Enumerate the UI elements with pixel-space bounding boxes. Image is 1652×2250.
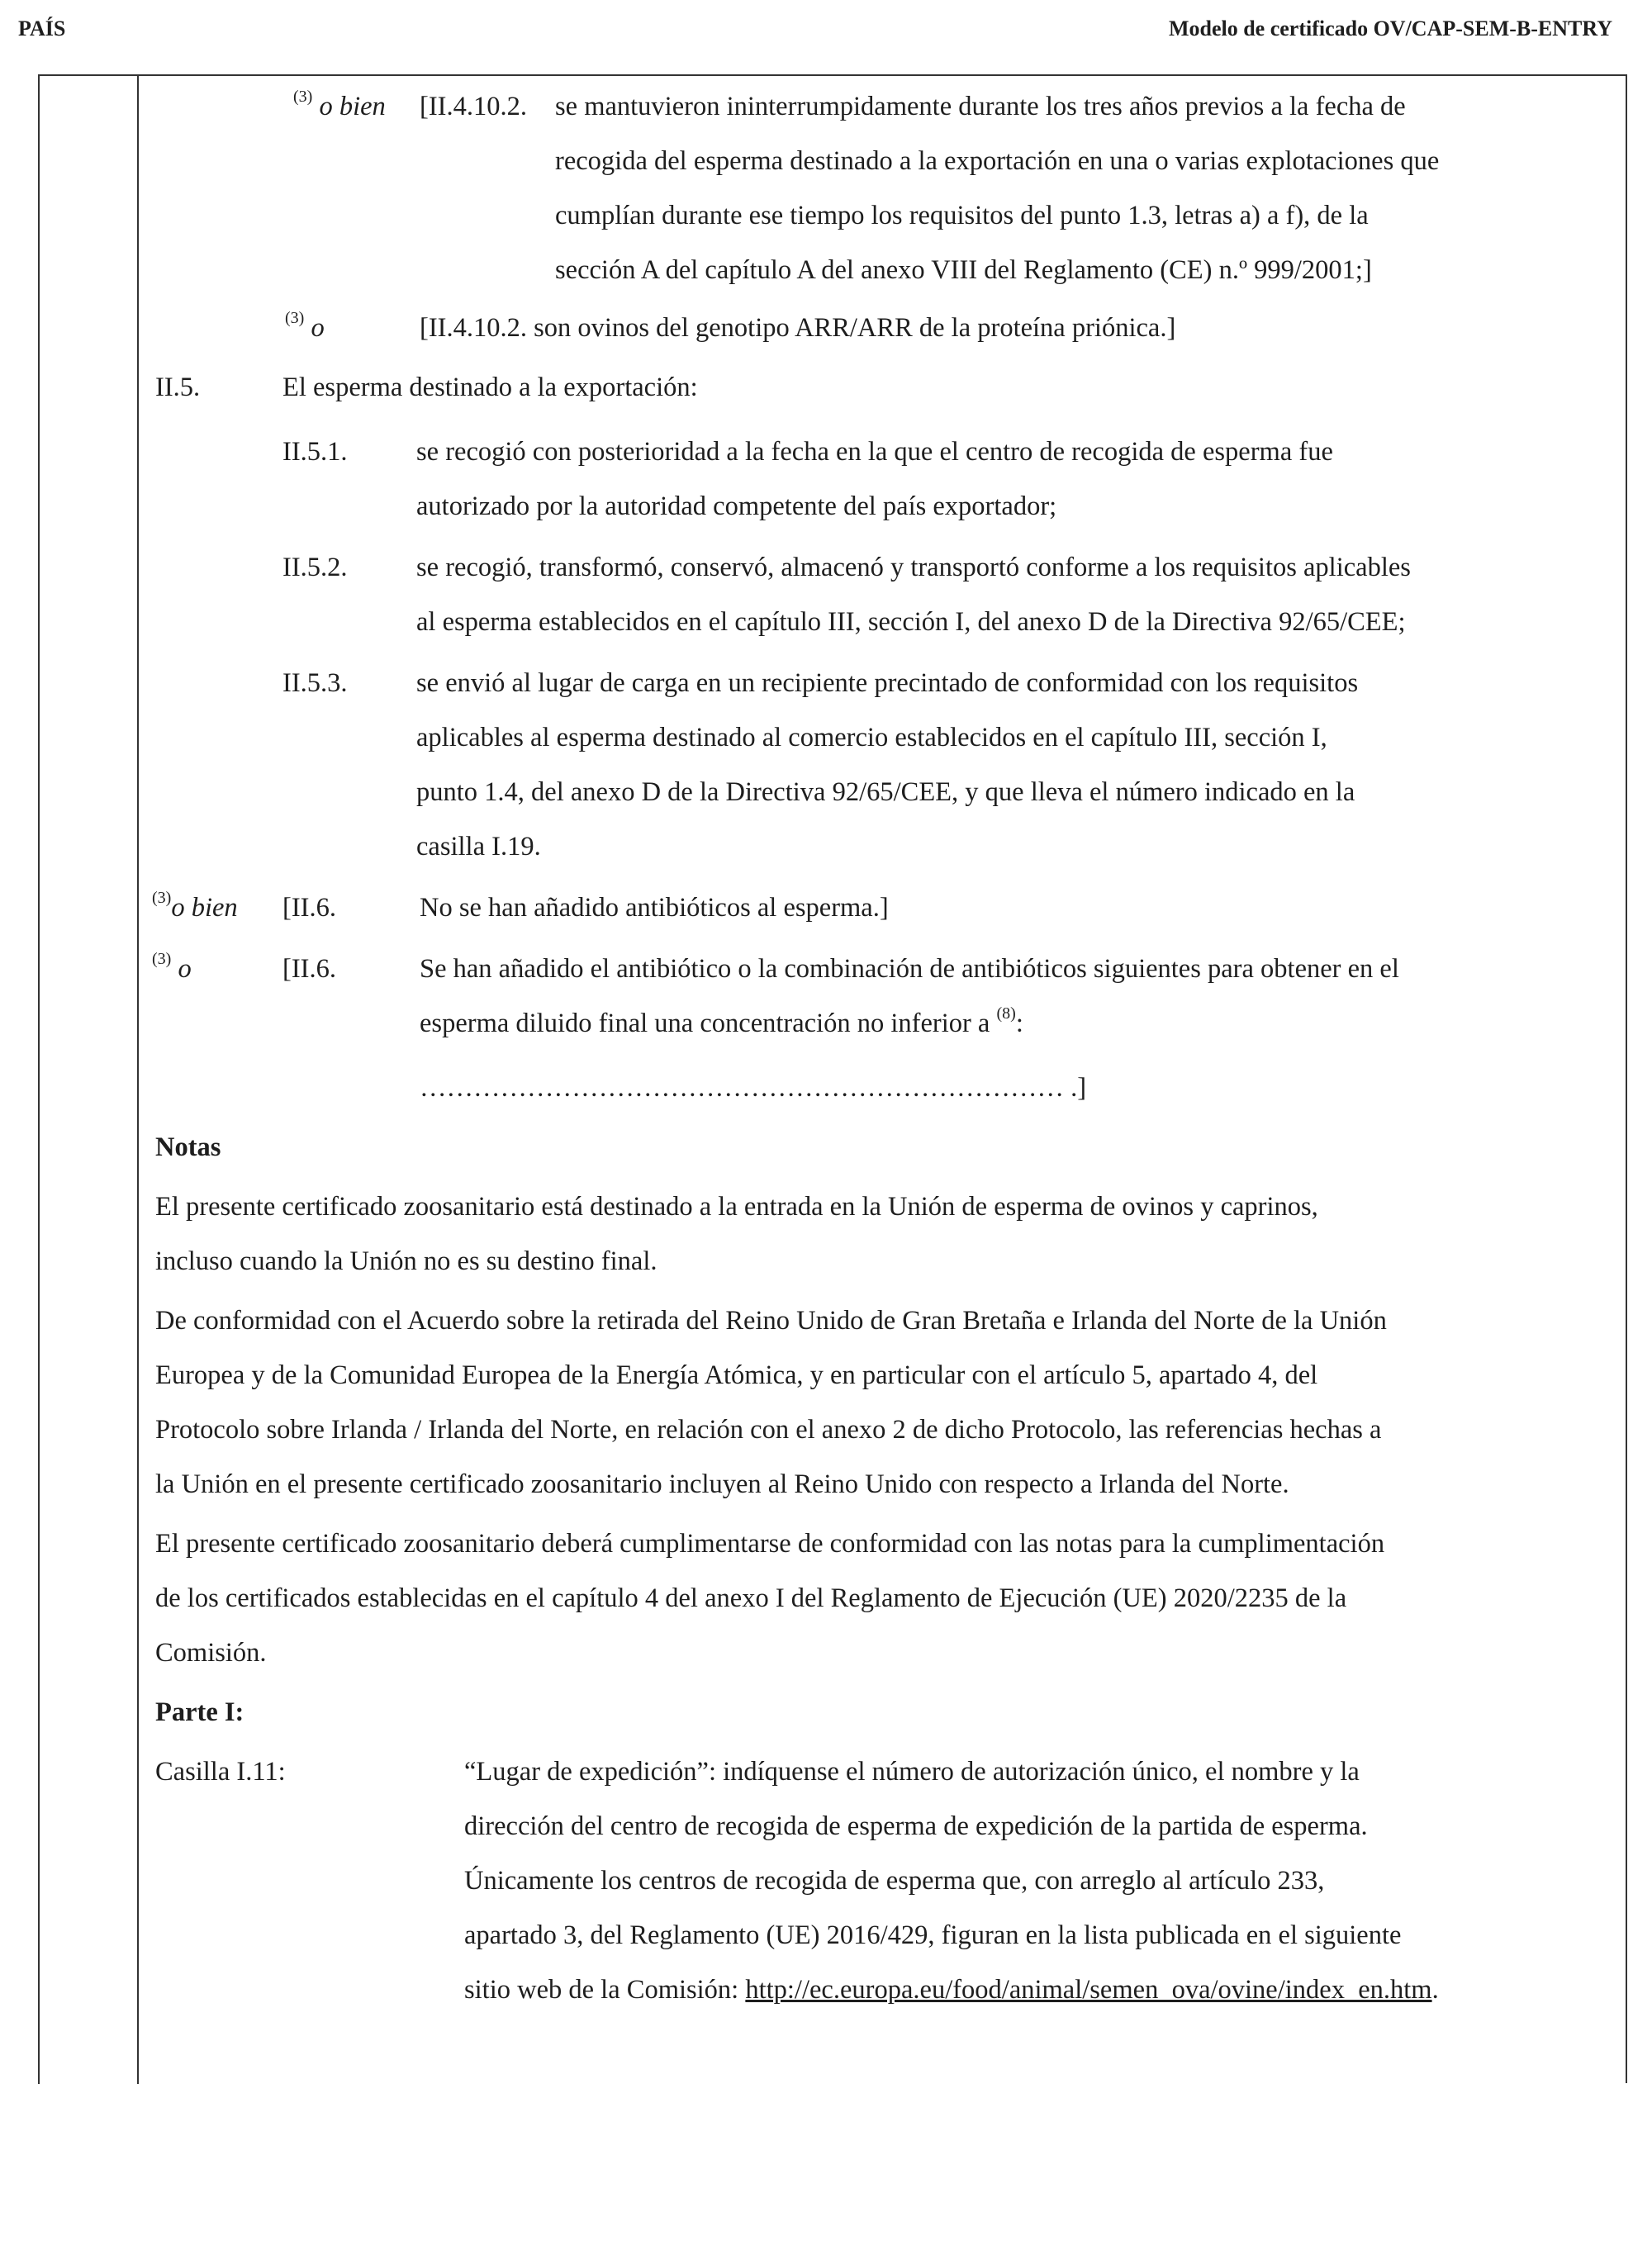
commission-website-link[interactable]: http://ec.europa.eu/food/animal/semen_ova/ovine/index_en.htm bbox=[745, 1975, 1432, 2005]
s1-num: [II.4.10.2. bbox=[420, 92, 527, 121]
s3-num: II.5. bbox=[155, 373, 201, 402]
left-border bbox=[38, 76, 40, 2084]
s5-num: II.5.2. bbox=[282, 553, 348, 582]
part1-line1: “Lugar de expedición”: indíquense el número de autorización único, el nombre y la bbox=[464, 1757, 1360, 1787]
s6-line4: casilla I.19. bbox=[416, 832, 541, 862]
s1-line4: sección A del capítulo A del anexo VIII del Reglamento (CE) n.º 999/2001;] bbox=[555, 255, 1372, 285]
s4-num: II.5.1. bbox=[282, 437, 348, 467]
s6-line2: aplicables al esperma destinado al comercio establecidos en el capítulo III, sección I, bbox=[416, 723, 1327, 752]
notes-p2-line3: Protocolo sobre Irlanda / Irlanda del Norte, en relación con el anexo 2 de dicho Protocolo, las referencias hechas a bbox=[155, 1415, 1382, 1445]
s1-line1: se mantuvieron ininterrumpidamente durante los tres años previos a la fecha de bbox=[555, 92, 1406, 121]
s1-line2: recogida del esperma destinado a la exportación en una o varias explotaciones que bbox=[555, 146, 1440, 176]
s1-line3: cumplían durante ese tiempo los requisitos del punto 1.3, letras a) a f), de la bbox=[555, 201, 1369, 230]
s4-line2: autorizado por la autoridad competente del país exportador; bbox=[416, 491, 1057, 521]
s8-line1: Se han añadido el antibiótico o la combinación de antibióticos siguientes para obtener en el bbox=[420, 954, 1399, 984]
notes-p1-line1: El presente certificado zoosanitario está destinado a la entrada en la Unión de esperma de ovinos y caprinos, bbox=[155, 1192, 1318, 1222]
notes-p1-line2: incluso cuando la Unión no es su destino final. bbox=[155, 1246, 657, 1276]
s2-marker: $^{(3)}$ o bbox=[285, 309, 325, 343]
s8-dotted-line: ……………………………………………………………… .] bbox=[420, 1073, 1087, 1103]
s5-line1: se recogió, transformó, conservó, almacenó y transportó conforme a los requisitos aplicables bbox=[416, 553, 1411, 582]
part1-line2: dirección del centro de recogida de esperma de expedición de la partida de esperma. bbox=[464, 1811, 1368, 1841]
inner-border bbox=[137, 76, 139, 2084]
part1-title: Parte I: bbox=[155, 1697, 244, 1727]
notes-p2-line2: Europea y de la Comunidad Europea de la Energía Atómica, y en particular con el artículo 5, apartado 4, del bbox=[155, 1360, 1318, 1390]
notes-p2-line4: la Unión en el presente certificado zoosanitario incluyen al Reino Unido con respecto a Irlanda del Norte. bbox=[155, 1469, 1289, 1499]
s6-line3: punto 1.4, del anexo D de la Directiva 92/65/CEE, y que lleva el número indicado en la bbox=[416, 777, 1355, 807]
top-rule bbox=[38, 74, 1627, 76]
header-model: Modelo de certificado OV/CAP-SEM-B-ENTRY bbox=[1168, 17, 1612, 40]
s8-line2: esperma diluido final una concentración no inferior a $^{(8)}$: bbox=[420, 1004, 1023, 1038]
s7-num: [II.6. bbox=[282, 893, 336, 923]
s8-num: [II.6. bbox=[282, 954, 336, 984]
s5-line2: al esperma establecidos en el capítulo III, sección I, del anexo D de la Directiva 92/65/CEE; bbox=[416, 607, 1406, 637]
notes-p2-line1: De conformidad con el Acuerdo sobre la retirada del Reino Unido de Gran Bretaña e Irlanda del Norte de la Unión bbox=[155, 1306, 1387, 1336]
s8-marker: $^{(3)}$ o bbox=[152, 950, 192, 984]
s3-text: El esperma destinado a la exportación: bbox=[282, 373, 698, 402]
notes-p3-line3: Comisión. bbox=[155, 1638, 267, 1668]
notes-p3-line1: El presente certificado zoosanitario deberá cumplimentarse de conformidad con las notas para la cumplimentación bbox=[155, 1529, 1385, 1559]
s7-marker: $^{(3)}$o bien bbox=[152, 889, 238, 923]
header-country: PAÍS bbox=[18, 17, 66, 40]
s1-marker: $^{(3)}$ o bien bbox=[293, 88, 386, 121]
part1-box-label: Casilla I.11: bbox=[155, 1757, 286, 1787]
s4-line1: se recogió con posterioridad a la fecha en la que el centro de recogida de esperma fue bbox=[416, 437, 1333, 467]
s6-num: II.5.3. bbox=[282, 668, 348, 698]
notes-title: Notas bbox=[155, 1132, 221, 1162]
notes-p3-line2: de los certificados establecidas en el capítulo 4 del anexo I del Reglamento de Ejecución (UE) 2020/2235 de la bbox=[155, 1583, 1347, 1613]
part1-line4: apartado 3, del Reglamento (UE) 2016/429, figuran en la lista publicada en el siguiente bbox=[464, 1920, 1402, 1950]
s6-line1: se envió al lugar de carga en un recipiente precintado de conformidad con los requisitos bbox=[416, 668, 1359, 698]
part1-line5: sitio web de la Comisión: http://ec.europa.eu/food/animal/semen_ova/ovine/index_en.htm. bbox=[464, 1975, 1439, 2005]
right-border bbox=[1626, 76, 1627, 2083]
s2-text: [II.4.10.2. son ovinos del genotipo ARR/ARR de la proteína priónica.] bbox=[420, 313, 1176, 343]
part1-line3: Únicamente los centros de recogida de esperma que, con arreglo al artículo 233, bbox=[464, 1866, 1325, 1896]
s7-text: No se han añadido antibióticos al esperma.] bbox=[420, 893, 889, 923]
